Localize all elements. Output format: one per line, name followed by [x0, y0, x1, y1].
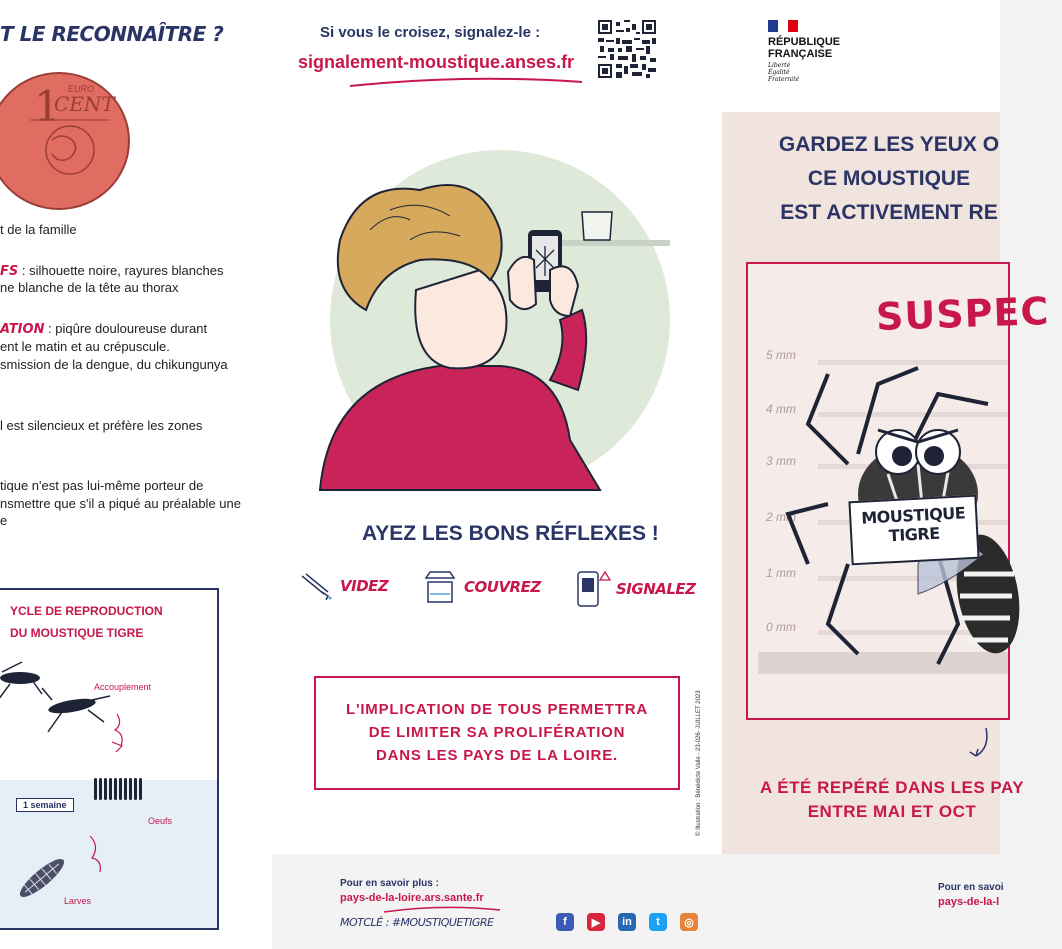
- carrier-text-2: [0, 495, 241, 512]
- phone-alert-icon: [574, 570, 610, 608]
- headline-line-1: GARDEZ LES YEUX O: [778, 133, 1000, 156]
- coin-numeral: 1: [34, 82, 61, 131]
- right-footer-more-info: Pour en savoi: [938, 882, 1004, 893]
- suspect-stamp: SUSPEC: [875, 288, 1051, 340]
- gov-line-1: RÉPUBLIQUE: [768, 36, 841, 48]
- report-instruction: Si vous le croisez, signalez-le :: [320, 24, 541, 41]
- headline-line-3: EST ACTIVEMENT RE: [780, 201, 998, 224]
- silent-text: [0, 417, 202, 434]
- right-panel: [722, 0, 1051, 949]
- eggs-label: Oeufs: [148, 816, 173, 826]
- mating-label: Accouplement: [94, 682, 152, 692]
- larvae-illustration: [2, 826, 202, 906]
- woman-photographing-mosquito-illustration: [300, 140, 680, 500]
- arrow-down-icon: [966, 726, 996, 762]
- cycle-title-2: DU MOUSTIQUE TIGRE: [10, 626, 144, 640]
- bite-line-3: smission de la dengue, du chikungunya: [0, 357, 228, 372]
- gov-line-2: FRANÇAISE: [768, 48, 833, 60]
- left-panel: [0, 0, 272, 949]
- headline-line-2: CE MOUSTIQUE: [807, 167, 971, 190]
- suspect-mugshot-frame: [746, 262, 1051, 720]
- bite-text-2: [0, 338, 170, 355]
- url-underline-swoosh: [346, 76, 586, 90]
- mosquito-name-sign: [848, 495, 979, 566]
- carrier-text: [0, 477, 203, 494]
- features-text: [0, 262, 223, 280]
- involvement-quote-box: [314, 676, 680, 790]
- reflex-cover: [422, 570, 541, 604]
- middle-panel: [272, 0, 722, 949]
- quote-line-1: L'IMPLICATION DE TOUS PERMETTRA: [346, 701, 648, 718]
- reflex-empty-label: VIDEZ: [340, 577, 389, 595]
- coin-label-cent: CENT: [54, 92, 115, 116]
- scale-label-5mm: 5 mm: [766, 348, 796, 362]
- gov-motto-1: Liberté: [768, 62, 791, 69]
- footer-ars-link[interactable]: pays-de-la-loire.ars.sante.fr: [340, 892, 484, 904]
- features-line-1: : silhouette noire, rayures blanches: [18, 263, 224, 278]
- sign-line-2: TIGRE: [888, 523, 941, 546]
- gov-motto-3: Fraternité: [768, 76, 800, 83]
- bite-label: ATION: [0, 322, 45, 337]
- family-text: [0, 221, 77, 238]
- identify-heading: T LE RECONNAÎTRE ?: [0, 22, 224, 46]
- right-footer-link[interactable]: pays-de-la-l: [938, 896, 1000, 908]
- features-line-2: ne blanche de la tête au thorax: [0, 280, 179, 295]
- footer-swoosh: [382, 906, 502, 914]
- carrier-line-1: tique n'est pas lui-même porteur de: [0, 478, 204, 493]
- youtube-icon[interactable]: ▶: [587, 913, 605, 931]
- larvae-label: Larves: [64, 896, 92, 906]
- bite-text: [0, 320, 207, 338]
- quote-text: [316, 698, 678, 767]
- features-text-2: [0, 279, 179, 296]
- headline: [722, 128, 1056, 230]
- one-week-label: 1 semaine: [16, 798, 74, 812]
- silent-line: l est silencieux et préfère les zones: [0, 418, 203, 433]
- reflex-cover-label: COUVREZ: [464, 578, 541, 596]
- features-label: FS: [0, 264, 19, 279]
- french-flag-icon: [768, 20, 798, 32]
- carrier-line-3: e: [0, 513, 8, 528]
- drain-icon: [300, 570, 334, 602]
- bite-line-2: ent le matin et au crépuscule.: [0, 339, 170, 354]
- sign-line-1: MOUSTIQUE: [860, 503, 966, 528]
- illustration-credit: © Illustration : Bénédicte Valle - 23-026- JUILLET 2023: [696, 690, 702, 836]
- footer-more-info: Pour en savoir plus :: [340, 878, 439, 889]
- carrier-text-3: [0, 512, 7, 529]
- coin-label-euro: EURO: [68, 84, 95, 94]
- middle-footer: [272, 854, 722, 949]
- linkedin-icon[interactable]: in: [618, 913, 636, 931]
- quote-line-2: DE LIMITER SA PROLIFÉRATION: [368, 724, 626, 741]
- report-url-link[interactable]: signalement-moustique.anses.fr: [298, 52, 575, 72]
- scale-label-1mm: 1 mm: [766, 566, 796, 580]
- scale-label-0mm: 0 mm: [766, 620, 796, 634]
- quote-line-3: DANS LES PAYS DE LA LOIRE.: [376, 747, 618, 764]
- spotted-text: [722, 776, 1062, 824]
- carrier-line-2: nsmettre que s'il a piqué au préalable une: [0, 496, 241, 511]
- republique-francaise-logo: [768, 20, 840, 83]
- right-footer: [722, 854, 1004, 949]
- instagram-icon[interactable]: ◎: [680, 913, 698, 931]
- spotted-line-2: ENTRE MAI ET OCT: [807, 802, 977, 821]
- reflex-report: [574, 570, 696, 608]
- gov-motto-2: Égalité: [768, 69, 790, 76]
- facebook-icon[interactable]: f: [556, 913, 574, 931]
- bite-text-3: [0, 356, 228, 373]
- scale-label-3mm: 3 mm: [766, 454, 796, 468]
- reflexes-title: AYEZ LES BONS RÉFLEXES !: [362, 522, 659, 545]
- cycle-title-1: YCLE DE REPRODUCTION: [10, 604, 163, 618]
- qr-code[interactable]: [598, 20, 656, 78]
- mating-mosquitoes-illustration: [0, 650, 217, 770]
- spotted-line-1: A ÉTÉ REPÉRÉ DANS LES PAY: [759, 778, 1025, 797]
- reflex-empty: [300, 570, 388, 602]
- footer-hashtag: MOTCLÉ : #MOUSTIQUETIGRE: [340, 916, 494, 929]
- scale-label-2mm: 2 mm: [766, 510, 796, 524]
- eggs-illustration: [92, 772, 152, 806]
- bite-line-1: : piqûre douloureuse durant: [44, 321, 208, 336]
- reproduction-cycle-box: [0, 588, 219, 930]
- cover-icon: [422, 570, 458, 604]
- family-line: t de la famille: [0, 222, 77, 237]
- twitter-icon[interactable]: t: [649, 913, 667, 931]
- scale-label-4mm: 4 mm: [766, 402, 796, 416]
- reflex-report-label: SIGNALEZ: [616, 580, 696, 598]
- one-cent-coin-illustration: [0, 72, 130, 210]
